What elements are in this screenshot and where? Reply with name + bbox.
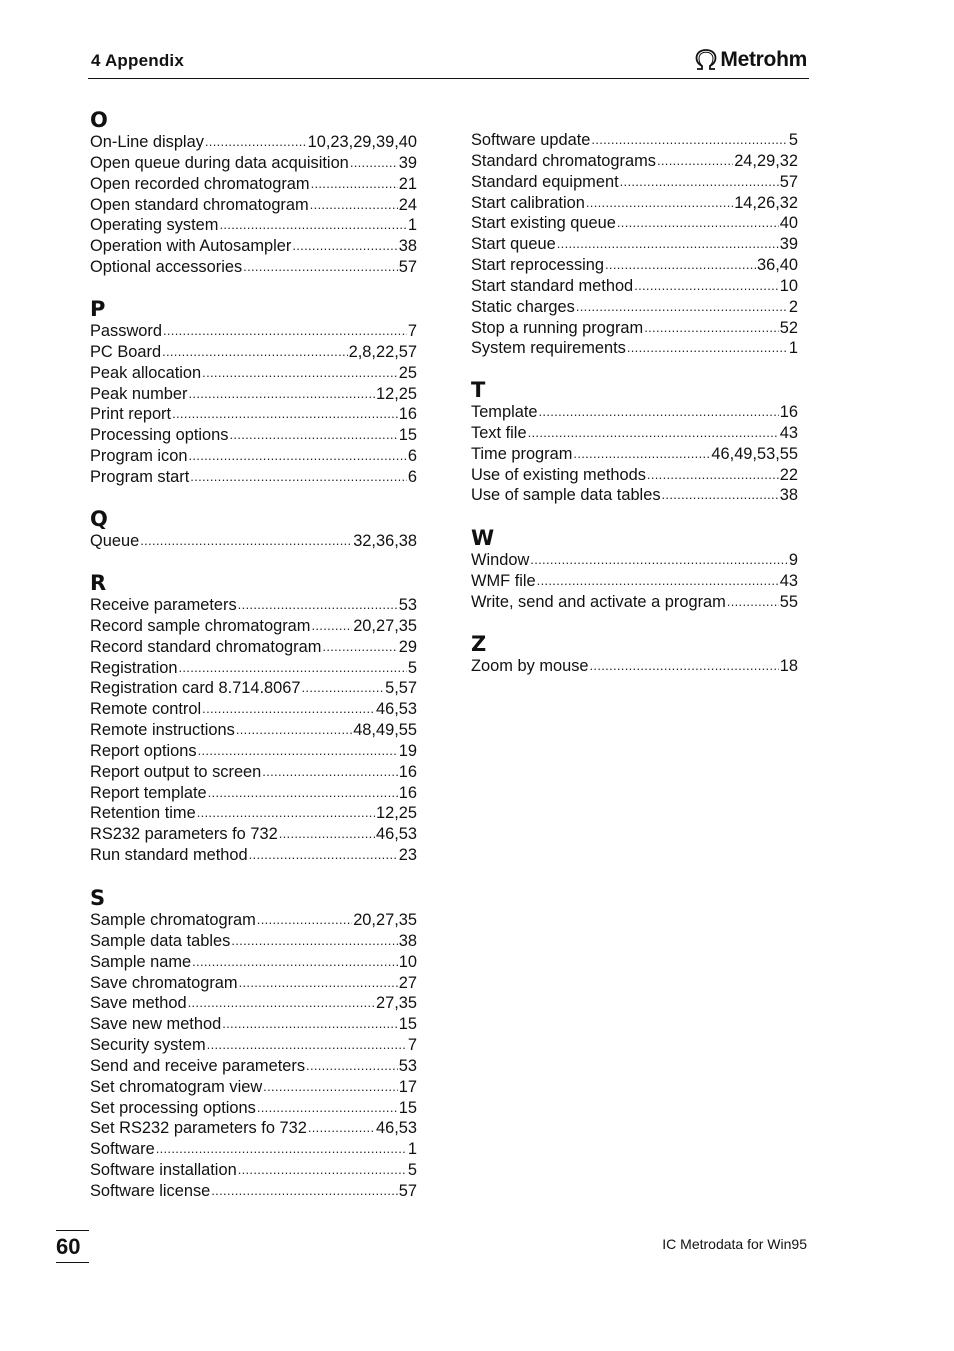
- index-term: PC Board: [90, 342, 162, 361]
- leader-dots: [322, 636, 397, 658]
- index-pages: 57: [779, 172, 798, 191]
- leader-dots: [350, 152, 398, 174]
- index-section-r: [90, 571, 417, 866]
- index-entry: [471, 234, 798, 255]
- index-entry: [471, 465, 798, 486]
- leader-dots: [230, 424, 398, 446]
- leader-dots: [605, 254, 756, 276]
- index-entry: [90, 467, 417, 488]
- leader-dots: [620, 171, 779, 193]
- index-entry: [471, 255, 798, 276]
- index-term: Software update: [471, 131, 591, 149]
- index-section-z: [471, 632, 798, 677]
- chapter-title: 4 Appendix: [91, 51, 184, 70]
- index-entry: [471, 338, 798, 359]
- index-term: RS232 parameters fo 732: [90, 825, 278, 844]
- index-pages: 24: [398, 195, 417, 214]
- index-section-s-continued: [471, 130, 798, 359]
- index-pages: 16: [398, 783, 417, 802]
- index-pages: 19: [398, 741, 417, 760]
- index-pages: 15: [398, 1098, 417, 1117]
- index-pages: 21: [398, 174, 417, 193]
- index-section-o: [90, 108, 417, 278]
- index-entry: [471, 213, 798, 234]
- index-term: Report options: [90, 741, 197, 760]
- index-entry: [471, 592, 798, 613]
- index-pages: 53: [398, 1056, 417, 1075]
- leader-dots: [644, 317, 779, 339]
- index-entry: [90, 1098, 417, 1119]
- index-entry: [471, 444, 798, 465]
- index-entry: [90, 616, 417, 637]
- section-letter: T: [471, 378, 486, 402]
- leader-dots: [198, 740, 398, 762]
- index-term: WMF file: [471, 571, 536, 590]
- leader-dots: [231, 930, 397, 952]
- index-term: Save method: [90, 994, 187, 1013]
- index-entry: [471, 276, 798, 297]
- index-pages: 10,23,29,39,40: [307, 133, 417, 151]
- index-term: Software license: [90, 1181, 211, 1200]
- index-pages: 39: [779, 235, 798, 254]
- index-entry: [471, 656, 798, 677]
- leader-dots: [617, 212, 779, 234]
- leader-dots: [308, 1117, 375, 1139]
- index-entry: [90, 910, 417, 931]
- index-term: System requirements: [471, 339, 626, 358]
- index-entry: [90, 446, 417, 467]
- index-pages: 2: [788, 297, 798, 316]
- leader-dots: [257, 1097, 398, 1119]
- leader-dots: [140, 530, 352, 552]
- index-entry: [90, 658, 417, 679]
- index-entry: [471, 550, 798, 571]
- leader-dots: [311, 615, 352, 637]
- index-term: Processing options: [90, 426, 229, 445]
- index-pages: 48,49,55: [353, 721, 417, 740]
- leader-dots: [576, 296, 788, 318]
- index-entry: [90, 993, 417, 1014]
- manual-title: IC Metrodata for Win95: [662, 1236, 807, 1252]
- leader-dots: [190, 466, 407, 488]
- index-term: Program start: [90, 467, 190, 486]
- index-term: Peak allocation: [90, 363, 202, 382]
- index-entry: [90, 783, 417, 804]
- index-pages: 16: [398, 405, 417, 424]
- index-entry: [90, 762, 417, 783]
- index-term: Receive parameters: [90, 596, 237, 614]
- leader-dots: [188, 992, 375, 1014]
- index-entry: [90, 153, 417, 174]
- index-term: Report template: [90, 783, 207, 802]
- index-entry: [90, 699, 417, 720]
- section-letter: Z: [471, 632, 487, 656]
- index-term: Remote control: [90, 700, 202, 719]
- index-term: Set processing options: [90, 1098, 256, 1117]
- index-term: Template: [471, 403, 538, 421]
- index-pages: 52: [779, 318, 798, 337]
- page-number: 60: [56, 1230, 89, 1263]
- index-entry: [471, 571, 798, 592]
- index-entry: [471, 151, 798, 172]
- index-term: Window: [471, 551, 530, 569]
- index-pages: 17: [398, 1077, 417, 1096]
- section-letter: P: [90, 297, 106, 321]
- leader-dots: [249, 844, 398, 866]
- index-entry: [90, 1014, 417, 1035]
- index-entry: [471, 130, 798, 151]
- leader-dots: [172, 403, 398, 425]
- index-term: Send and receive parameters: [90, 1056, 306, 1075]
- index-term: Record sample chromatogram: [90, 616, 311, 635]
- index-entry: [90, 1077, 417, 1098]
- index-section-t: [471, 378, 798, 506]
- index-entry: [90, 973, 417, 994]
- leader-dots: [205, 131, 307, 153]
- index-entry: [90, 678, 417, 699]
- index-term: Standard chromatograms: [471, 151, 656, 170]
- index-pages: 46,53: [375, 825, 417, 844]
- index-term: Software installation: [90, 1161, 237, 1180]
- index-term: Open standard chromatogram: [90, 195, 309, 214]
- leader-dots: [238, 1159, 407, 1181]
- index-pages: 27: [398, 973, 417, 992]
- index-pages: 39: [398, 153, 417, 172]
- index-pages: 14,26,32: [734, 193, 798, 212]
- index-entry: [90, 845, 417, 866]
- index-pages: 9: [788, 551, 798, 569]
- leader-dots: [662, 484, 779, 506]
- index-pages: 53: [398, 596, 417, 614]
- index-pages: 15: [398, 426, 417, 445]
- index-entry: [471, 172, 798, 193]
- index-entry: [90, 384, 417, 405]
- leader-dots: [257, 909, 352, 931]
- index-pages: 32,36,38: [353, 532, 417, 550]
- index-entry: [90, 595, 417, 616]
- index-pages: 25: [398, 363, 417, 382]
- index-term: Start standard method: [471, 276, 634, 295]
- index-pages: 57: [398, 1181, 417, 1200]
- index-term: Security system: [90, 1036, 206, 1055]
- index-term: Sample name: [90, 952, 192, 971]
- leader-dots: [279, 823, 375, 845]
- leader-dots: [310, 194, 398, 216]
- index-pages: 5,57: [385, 679, 417, 698]
- index-entry: [471, 318, 798, 339]
- index-entry: [90, 824, 417, 845]
- index-term: Print report: [90, 405, 172, 424]
- index-entry: [90, 803, 417, 824]
- index-term: Write, send and activate a program: [471, 592, 726, 611]
- index-pages: 12,25: [375, 384, 417, 403]
- index-pages: 46,53: [375, 1119, 417, 1138]
- index-entry: [90, 1118, 417, 1139]
- index-term: Report output to screen: [90, 762, 262, 781]
- index-term: Remote instructions: [90, 721, 235, 740]
- leader-dots: [537, 570, 779, 592]
- section-letter: S: [90, 886, 106, 910]
- index-entry: [90, 174, 417, 195]
- index-entry: [90, 952, 417, 973]
- index-pages: 12,25: [375, 804, 417, 823]
- leader-dots: [573, 443, 710, 465]
- index-entry: [90, 342, 417, 363]
- index-term: Zoom by mouse: [471, 657, 589, 675]
- brand-name: Metrohm: [720, 48, 807, 71]
- section-letter: R: [90, 571, 107, 595]
- index-term: Save new method: [90, 1015, 222, 1034]
- index-entry: [90, 1160, 417, 1181]
- index-term: On-Line display: [90, 133, 204, 151]
- index-term: Open queue during data acquisition: [90, 153, 349, 172]
- index-term: Registration: [90, 658, 178, 677]
- leader-dots: [238, 594, 398, 616]
- leader-dots: [236, 719, 352, 741]
- index-pages: 38: [398, 237, 417, 256]
- index-entry: [90, 1056, 417, 1077]
- index-entry: [90, 236, 417, 257]
- leader-dots: [219, 214, 406, 236]
- index-entry: [90, 404, 417, 425]
- leader-dots: [627, 337, 788, 359]
- index-pages: 1: [788, 339, 798, 358]
- index-term: Set chromatogram view: [90, 1077, 263, 1096]
- leader-dots: [591, 129, 788, 151]
- index-pages: 5: [788, 131, 798, 149]
- leader-dots: [557, 233, 779, 255]
- leader-dots: [634, 275, 779, 297]
- index-term: Registration card 8.714.8067: [90, 679, 301, 698]
- index-pages: 24,29,32: [734, 151, 798, 170]
- index-pages: 5: [407, 658, 417, 677]
- leader-dots: [239, 972, 398, 994]
- index-entry: [471, 485, 798, 506]
- index-entry: [471, 193, 798, 214]
- index-pages: 1: [407, 1140, 417, 1159]
- omega-icon: [693, 48, 719, 72]
- section-letter: W: [471, 526, 495, 550]
- brand-logo: [693, 48, 807, 72]
- index-entry: [90, 741, 417, 762]
- index-entry: [471, 402, 798, 423]
- leader-dots: [192, 951, 398, 973]
- index-term: Operating system: [90, 216, 219, 235]
- index-pages: 20,27,35: [353, 911, 417, 929]
- index-entry: [471, 423, 798, 444]
- index-term: Optional accessories: [90, 258, 243, 277]
- index-entry: [90, 931, 417, 952]
- index-term: Program icon: [90, 447, 188, 466]
- index-pages: 55: [779, 592, 798, 611]
- index-pages: 6: [407, 467, 417, 486]
- index-term: Password: [90, 322, 162, 340]
- index-term: Record standard chromatogram: [90, 637, 322, 656]
- index-term: Use of sample data tables: [471, 486, 661, 505]
- index-pages: 1: [407, 216, 417, 235]
- index-pages: 38: [779, 486, 798, 505]
- index-section-w: [471, 526, 798, 613]
- leader-dots: [178, 657, 406, 679]
- leader-dots: [586, 192, 733, 214]
- index-entry: [90, 132, 417, 153]
- index-term: Text file: [471, 423, 527, 442]
- leader-dots: [162, 341, 348, 363]
- leader-dots: [243, 256, 398, 278]
- index-entry: [90, 195, 417, 216]
- index-pages: 10: [779, 276, 798, 295]
- leader-dots: [727, 591, 779, 613]
- index-pages: 46,53: [375, 700, 417, 719]
- leader-dots: [306, 1055, 398, 1077]
- leader-dots: [590, 655, 779, 677]
- index-term: Start reprocessing: [471, 256, 605, 275]
- index-entry: [90, 637, 417, 658]
- index-pages: 29: [398, 637, 417, 656]
- leader-dots: [311, 173, 398, 195]
- index-term: Open recorded chromatogram: [90, 174, 310, 193]
- index-term: Start existing queue: [471, 214, 616, 233]
- leader-dots: [156, 1138, 407, 1160]
- index-entry: [90, 531, 417, 552]
- index-term: Static charges: [471, 297, 575, 316]
- index-term: Software: [90, 1140, 155, 1159]
- index-pages: 38: [398, 931, 417, 950]
- section-letter: Q: [90, 507, 108, 531]
- index-pages: 27,35: [375, 994, 417, 1013]
- index-term: Standard equipment: [471, 172, 619, 191]
- leader-dots: [208, 782, 398, 804]
- index-term: Start calibration: [471, 193, 585, 212]
- index-pages: 57: [398, 258, 417, 277]
- index-entry: [90, 1035, 417, 1056]
- section-letter: O: [90, 108, 108, 132]
- index-entry: [90, 321, 417, 342]
- leader-dots: [263, 1076, 398, 1098]
- leader-dots: [302, 677, 385, 699]
- leader-dots: [657, 150, 733, 172]
- index-pages: 43: [779, 423, 798, 442]
- leader-dots: [222, 1013, 398, 1035]
- index-term: Start queue: [471, 235, 556, 254]
- index-term: Save chromatogram: [90, 973, 238, 992]
- index-pages: 7: [407, 1036, 417, 1055]
- index-pages: 16: [779, 403, 798, 421]
- index-pages: 10: [398, 952, 417, 971]
- index-section-q: [90, 507, 417, 552]
- leader-dots: [189, 383, 375, 405]
- index-term: Use of existing methods: [471, 465, 646, 484]
- index-entry: [90, 1139, 417, 1160]
- leader-dots: [207, 1034, 407, 1056]
- index-pages: 5: [407, 1161, 417, 1180]
- index-term: Stop a running program: [471, 318, 644, 337]
- leader-dots: [211, 1180, 398, 1202]
- index-term: Time program: [471, 444, 573, 463]
- index-section-p: [90, 297, 417, 488]
- index-pages: 6: [407, 447, 417, 466]
- index-pages: 36,40: [756, 256, 798, 275]
- index-term: Sample chromatogram: [90, 911, 256, 929]
- index-entry: [90, 1181, 417, 1202]
- index-pages: 43: [779, 571, 798, 590]
- leader-dots: [163, 320, 407, 342]
- index-term: Run standard method: [90, 846, 248, 865]
- index-pages: 40: [779, 214, 798, 233]
- index-pages: 20,27,35: [353, 616, 417, 635]
- index-term: Operation with Autosampler: [90, 237, 292, 256]
- index-pages: 7: [407, 322, 417, 340]
- leader-dots: [292, 235, 397, 257]
- leader-dots: [202, 698, 375, 720]
- index-pages: 46,49,53,55: [711, 444, 798, 463]
- leader-dots: [530, 549, 788, 571]
- index-entry: [90, 425, 417, 446]
- index-entry: [90, 720, 417, 741]
- index-term: Sample data tables: [90, 931, 231, 950]
- index-entry: [90, 215, 417, 236]
- leader-dots: [202, 362, 398, 384]
- leader-dots: [188, 445, 406, 467]
- index-pages: 15: [398, 1015, 417, 1034]
- index-entry: [90, 257, 417, 278]
- leader-dots: [647, 464, 779, 486]
- index-term: Queue: [90, 532, 140, 550]
- index-section-s: [90, 886, 417, 1202]
- index-pages: 16: [398, 762, 417, 781]
- leader-dots: [197, 802, 375, 824]
- index-entry: [471, 297, 798, 318]
- index-entry: [90, 363, 417, 384]
- index-pages: 22: [779, 465, 798, 484]
- index-pages: 18: [779, 657, 798, 675]
- index-pages: 2,8,22,57: [348, 342, 417, 361]
- index-pages: 23: [398, 846, 417, 865]
- index-term: Set RS232 parameters fo 732: [90, 1119, 307, 1138]
- leader-dots: [539, 401, 779, 423]
- index-term: Peak number: [90, 384, 188, 403]
- index-term: Retention time: [90, 804, 196, 823]
- leader-dots: [528, 422, 779, 444]
- leader-dots: [262, 761, 397, 783]
- page-header: [88, 46, 809, 79]
